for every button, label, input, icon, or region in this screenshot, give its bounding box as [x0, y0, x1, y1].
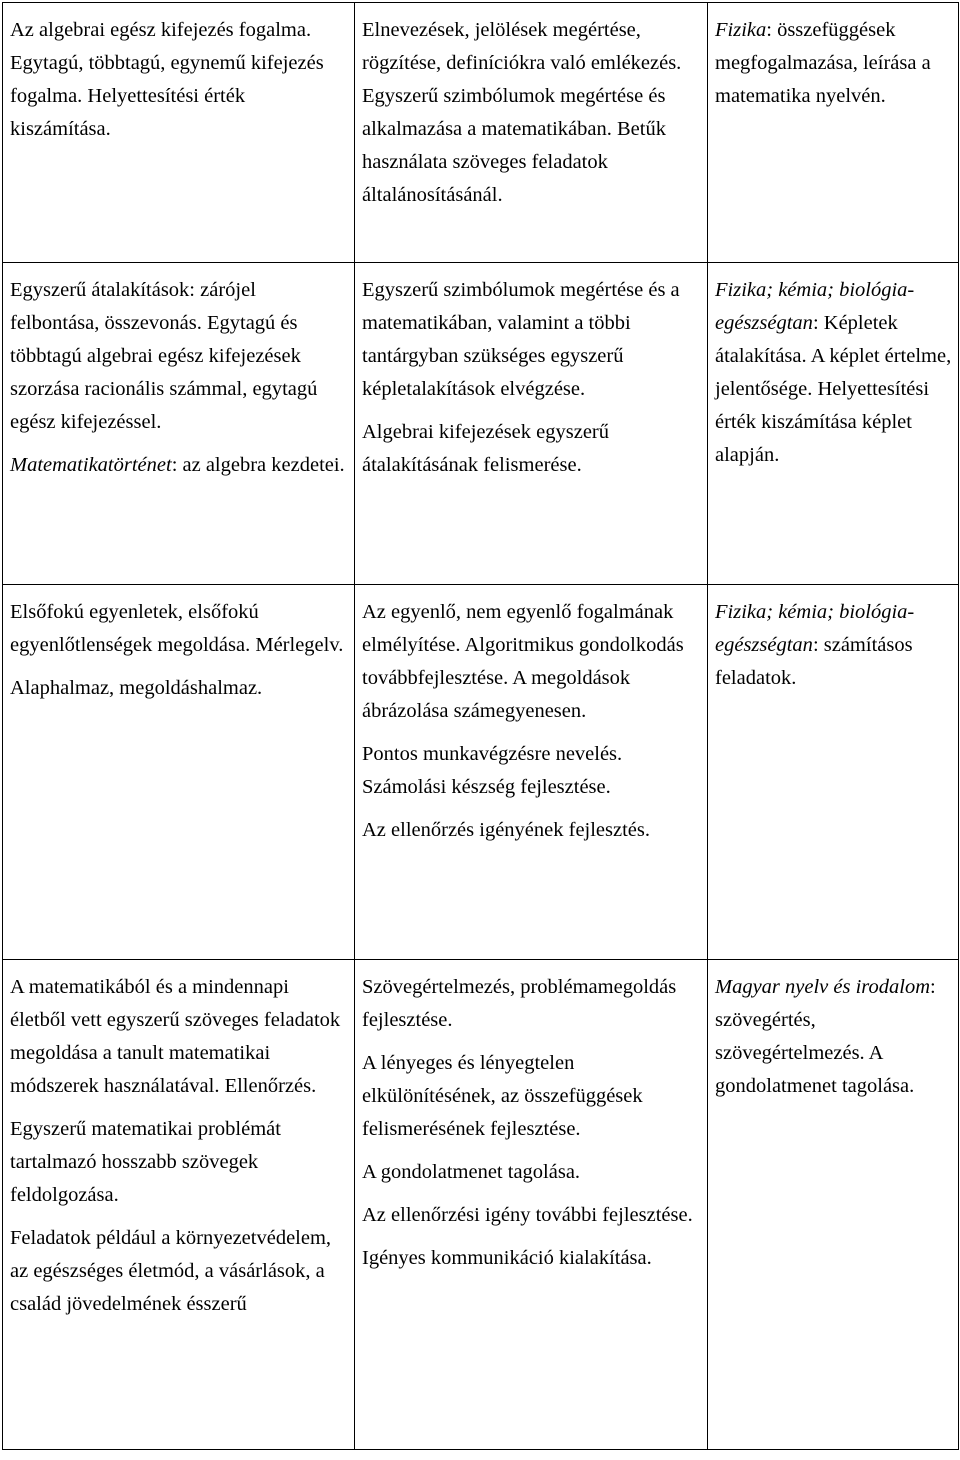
history-text: : az algebra kezdetei.: [171, 454, 345, 476]
content-cell: [3, 960, 355, 1450]
curriculum-table: [2, 2, 959, 1450]
goals-paragraph: Az egyenlő, nem egyenlő fogalmának elmélyítése. Algoritmikus gondolkodás továbbfejlesztése. A megoldások ábrázolása számegyenesen.: [362, 601, 684, 722]
content-paragraph: Egyszerű matematikai problémát tartalmazó hosszabb szövegek feldolgozása.: [10, 1118, 281, 1206]
content-paragraph: Elsőfokú egyenletek, elsőfokú egyenlőtlenségek megoldása. Mérlegelv.: [10, 601, 344, 656]
connection-text: : Képletek átalakítása. A képlet értelme, jelentősége. Helyettesítési érték kiszámítása képlet alapján.: [715, 312, 952, 466]
table-row: [3, 3, 959, 263]
connections-paragraph: [715, 971, 952, 1103]
goals-paragraph: Egyszerű szimbólumok megértése és a matematikában, valamint a többi tantárgyban szükséges egyszerű képletalakítások elvégzése.: [362, 279, 680, 400]
content-paragraph: Alaphalmaz, megoldáshalmaz.: [10, 677, 263, 699]
content-cell: [3, 263, 355, 585]
connection-text: : szövegértés, szövegértelmezés. A gondolatmenet tagolása.: [715, 976, 936, 1097]
goals-paragraph: Pontos munkavégzésre nevelés. Számolási készség fejlesztése.: [362, 743, 623, 798]
goals-paragraph: A lényeges és lényegtelen elkülönítésének, az összefüggések felismerésének fejlesztése.: [362, 1052, 643, 1140]
connections-paragraph: [715, 596, 952, 695]
goals-paragraph: Elnevezések, jelölések megértése, rögzítése, definíciókra való emlékezés. Egyszerű szimbólumok megértése és alkalmazása a matematikában. Betűk használata szöveges feladatok általánosításánál.: [362, 19, 682, 206]
content-cell: [3, 585, 355, 960]
connections-cell: [708, 585, 959, 960]
connection-text: : számításos feladatok.: [715, 634, 913, 689]
connection-subject: Magyar nyelv és irodalom: [715, 976, 931, 998]
connections-cell: [708, 960, 959, 1450]
content-paragraph: Feladatok például a környezetvédelem, az egészséges életmód, a vásárlások, a család jövedelmének ésszerű: [10, 1227, 332, 1315]
table-row: [3, 263, 959, 585]
content-paragraph: A matematikából és a mindennapi életből vett egyszerű szöveges feladatok megoldása a tanult matematikai módszerek használatával. Ellenőrzés.: [10, 976, 341, 1097]
connections-cell: [708, 263, 959, 585]
table-row: [3, 960, 959, 1450]
content-paragraph: Az algebrai egész kifejezés fogalma. Egytagú, többtagú, egynemű kifejezés fogalma. Helyettesítési érték kiszámítása.: [10, 19, 324, 140]
connections-paragraph: [715, 14, 952, 113]
goals-paragraph: Az ellenőrzés igényének fejlesztés.: [362, 819, 651, 841]
goals-cell: [355, 960, 708, 1450]
goals-cell: [355, 585, 708, 960]
connection-text: : összefüggések megfogalmazása, leírása a matematika nyelvén.: [715, 19, 931, 107]
connection-subject: Fizika: [715, 19, 767, 41]
goals-paragraph: Szövegértelmezés, problémamegoldás fejlesztése.: [362, 976, 677, 1031]
content-cell: [3, 3, 355, 263]
goals-cell: [355, 263, 708, 585]
connections-paragraph: [715, 274, 952, 472]
goals-cell: [355, 3, 708, 263]
goals-paragraph: Az ellenőrzési igény további fejlesztése.: [362, 1204, 693, 1226]
connection-subject: Fizika; kémia; biológia-egészségtan: [715, 279, 915, 334]
connections-cell: [708, 3, 959, 263]
connection-subject: Fizika; kémia; biológia-egészségtan: [715, 601, 915, 656]
table-row: [3, 585, 959, 960]
history-paragraph: [10, 449, 348, 482]
goals-paragraph: A gondolatmenet tagolása.: [362, 1161, 581, 1183]
goals-paragraph: Algebrai kifejezések egyszerű átalakításának felismerése.: [362, 421, 610, 476]
history-subject: Matematikatörténet: [10, 454, 172, 476]
goals-paragraph: Igényes kommunikáció kialakítása.: [362, 1247, 652, 1269]
content-paragraph: Egyszerű átalakítások: zárójel felbontása, összevonás. Egytagú és többtagú algebrai egész kifejezések szorzása racionális számmal, egytagú egész kifejezéssel.: [10, 279, 318, 433]
